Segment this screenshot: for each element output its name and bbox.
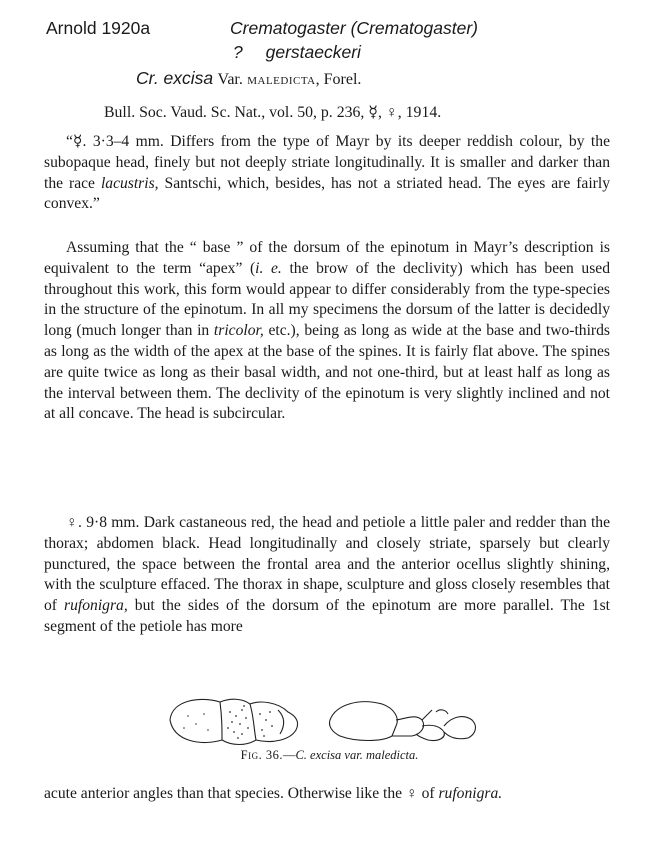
- ant-figure-drawing: [160, 690, 500, 752]
- figure-caption: Fig. 36.—C. excisa var. maledicta.: [240, 748, 419, 762]
- reference-line: Bull. Soc. Vaud. Sc. Nat., vol. 50, p. 236, ☿, ♀, 1914.: [104, 104, 442, 121]
- synonym-name: Cr. excisa: [136, 68, 214, 88]
- synonym-author: , Forel.: [315, 71, 362, 88]
- taxon-name-line1: Crematogaster (Crematogaster): [230, 18, 478, 38]
- paragraph-worker-description: “☿. 3·3–4 mm. Differs from the type of Mayr by its deeper reddish colour, by the subopaque head, finely but not deeply striate longitudinally. It is smaller and darker than the race lacustris, Santschi, which, besides, has not a striated head. The eyes are fairly convex.”: [44, 133, 610, 213]
- species-epithet: gerstaeckeri: [265, 42, 361, 62]
- paragraph-epinotum-discussion: Assuming that the “ base ” of the dorsum of the epinotum in Mayr’s description is equivalent to the term “apex” (i. e. the brow of the declivity) which has been used throughout this work, this form would appear to differ considerably from the type-species in the structure of the epinotum. In all my specimens the dorsum of the latter is decidedly long (much longer than in tricolor, etc.), being as long as wide at the base and two-thirds as long as the width of the apex at the base of the spines. It is fairly flat above. The spines are quite twice as long as their basal width, and not one-third, but at least half as long as the interval between them. The declivity of the epinotum is very slightly inclined and not at all concave. The head is subcircular.: [44, 239, 611, 423]
- paragraph-conclusion: acute anterior angles than that species. Otherwise like the ♀ of rufonigra.: [44, 785, 503, 802]
- citation-label: Arnold 1920a: [46, 18, 151, 38]
- taxon-name-line2: [233, 42, 361, 63]
- synonym-var: Var.: [217, 71, 243, 88]
- synonym-line: [136, 68, 361, 89]
- synonym-var-name: maledicta: [247, 71, 316, 88]
- paragraph-female-description: ♀. 9·8 mm. Dark castaneous red, the head and petiole a little paler and redder than the thorax; abdomen black. Head longitudinally and closely striate, sparsely but clearly punctured, the space between the frontal area and the anterior ocellus slightly shining, with the sculpture effaced. The thorax in shape, sculpture and gloss closely resembles that of rufonigra, but the sides of the dorsum of the epinotum are more parallel. The 1st segment of the petiole has more: [44, 514, 611, 635]
- query-mark: ?: [233, 42, 243, 62]
